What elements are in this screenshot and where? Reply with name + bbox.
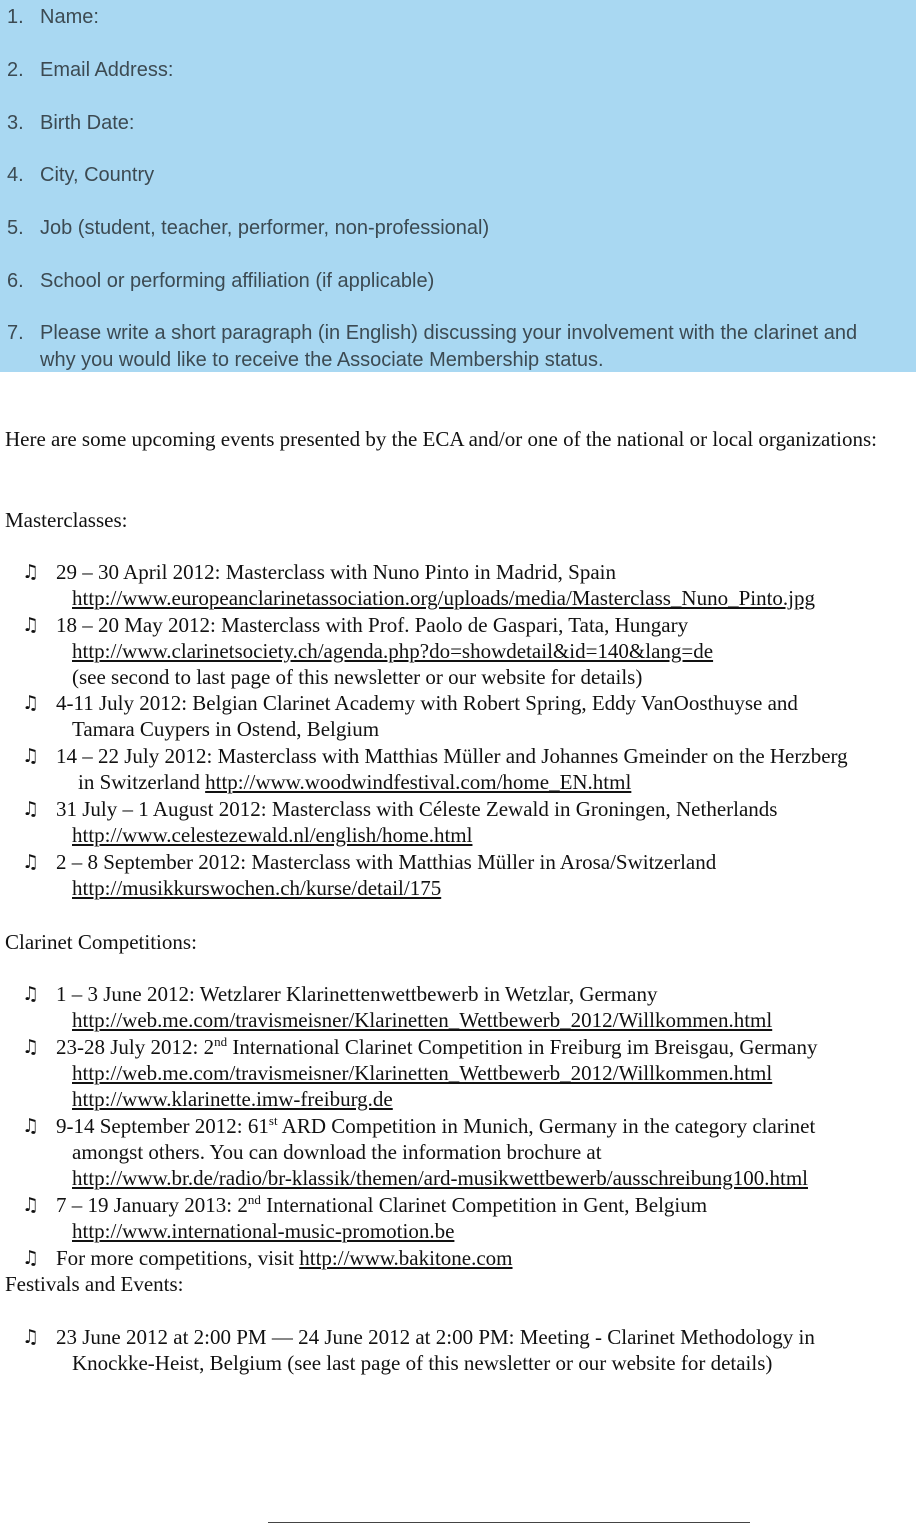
event-text: 7 – 19 January 2013: 2nd International Clarinet Competition in Gent, Belgium <box>56 1192 708 1217</box>
music-note-icon: ♫ <box>22 1326 40 1348</box>
form-item-email: 2. Email Address: <box>7 59 174 81</box>
event-note: (see second to last page of this newsletter or our website for details) <box>72 665 643 689</box>
event-link[interactable]: http://www.clarinetsociety.ch/agenda.php?do=showdetail&id=140&lang=de <box>72 639 714 663</box>
event-text: 23-28 July 2012: 2nd International Clarinet Competition in Freiburg im Breisgau, Germany <box>56 1034 818 1059</box>
footer-divider <box>268 1522 750 1523</box>
music-note-icon: ♫ <box>22 614 40 636</box>
events-intro: Here are some upcoming events presented by the ECA and/or one of the national or local organizations: <box>5 427 878 451</box>
event-text-continued: in Switzerland <box>78 770 200 794</box>
event-line-with-link <box>56 769 914 795</box>
event-link[interactable]: http://www.celestezewald.nl/english/home.html <box>72 823 473 847</box>
music-note-icon: ♫ <box>22 561 40 583</box>
music-note-icon: ♫ <box>22 1115 40 1137</box>
competitions-heading: Clarinet Competitions: <box>5 930 197 954</box>
membership-form-box <box>0 0 916 372</box>
event-link[interactable]: http://web.me.com/travismeisner/Klarinetten_Wettbewerb_2012/Willkommen.html <box>72 1061 773 1085</box>
form-item-affiliation: 6. School or performing affiliation (if applicable) <box>7 270 435 292</box>
event-line-with-link <box>56 1245 914 1271</box>
event-link[interactable]: http://www.europeanclarinetassociation.org/uploads/media/Masterclass_Nuno_Pinto.jpg <box>72 586 816 610</box>
form-item-paragraph: 7. Please write a short paragraph (in English) discussing your involvement with the clarinet and why you would like to receive the Associate Membership status. <box>7 322 858 371</box>
event-text-continued: Tamara Cuypers in Ostend, Belgium <box>72 717 380 741</box>
form-item-job: 5. Job (student, teacher, performer, non-professional) <box>7 217 490 239</box>
event-text: 14 – 22 July 2012: Masterclass with Matthias Müller and Johannes Gmeinder on the Herzberg <box>56 744 848 768</box>
event-link[interactable]: http://web.me.com/travismeisner/Klarinetten_Wettbewerb_2012/Willkommen.html <box>72 1008 773 1032</box>
form-item-name: 1. Name: <box>7 6 99 28</box>
event-text: 9-14 September 2012: 61st ARD Competition in Munich, Germany in the category clarinet <box>56 1113 816 1138</box>
event-text: 4-11 July 2012: Belgian Clarinet Academy with Robert Spring, Eddy VanOosthuyse and <box>56 691 798 715</box>
event-link-secondary[interactable]: http://www.klarinette.imw-freiburg.de <box>72 1087 393 1111</box>
music-note-icon: ♫ <box>22 1036 40 1058</box>
event-link[interactable]: http://www.woodwindfestival.com/home_EN.html <box>205 770 632 794</box>
event-text: 18 – 20 May 2012: Masterclass with Prof. Paolo de Gaspari, Tata, Hungary <box>56 613 689 637</box>
event-link[interactable]: http://www.bakitone.com <box>299 1246 513 1270</box>
form-item-birth-date: 3. Birth Date: <box>7 112 135 134</box>
music-note-icon: ♫ <box>22 798 40 820</box>
festivals-heading: Festivals and Events: <box>5 1272 184 1296</box>
event-text: 1 – 3 June 2012: Wetzlarer Klarinettenwettbewerb in Wetzlar, Germany <box>56 982 658 1006</box>
event-link[interactable]: http://musikkurswochen.ch/kurse/detail/175 <box>72 876 442 900</box>
form-item-city-country: 4. City, Country <box>7 164 155 186</box>
event-text: 29 – 30 April 2012: Masterclass with Nuno Pinto in Madrid, Spain <box>56 560 616 584</box>
music-note-icon: ♫ <box>22 1194 40 1216</box>
music-note-icon: ♫ <box>22 851 40 873</box>
music-note-icon: ♫ <box>22 1247 40 1269</box>
event-text: 2 – 8 September 2012: Masterclass with Matthias Müller in Arosa/Switzerland <box>56 850 717 874</box>
music-note-icon: ♫ <box>22 745 40 767</box>
event-text: For more competitions, visit <box>56 1246 300 1270</box>
event-text: 31 July – 1 August 2012: Masterclass with Céleste Zewald in Groningen, Netherlands <box>56 797 778 821</box>
music-note-icon: ♫ <box>22 983 40 1005</box>
event-text-continued: amongst others. You can download the information brochure at <box>72 1140 602 1164</box>
masterclasses-heading: Masterclasses: <box>5 508 128 532</box>
event-text-continued: Knockke-Heist, Belgium (see last page of this newsletter or our website for details) <box>72 1351 773 1375</box>
event-link[interactable]: http://www.international-music-promotion.be <box>72 1219 455 1243</box>
music-note-icon: ♫ <box>22 692 40 714</box>
event-link[interactable]: http://www.br.de/radio/br-klassik/themen/ard-musikwettbewerb/ausschreibung100.html <box>72 1166 808 1190</box>
event-text: 23 June 2012 at 2:00 PM — 24 June 2012 at 2:00 PM: Meeting - Clarinet Methodology in <box>56 1325 815 1349</box>
